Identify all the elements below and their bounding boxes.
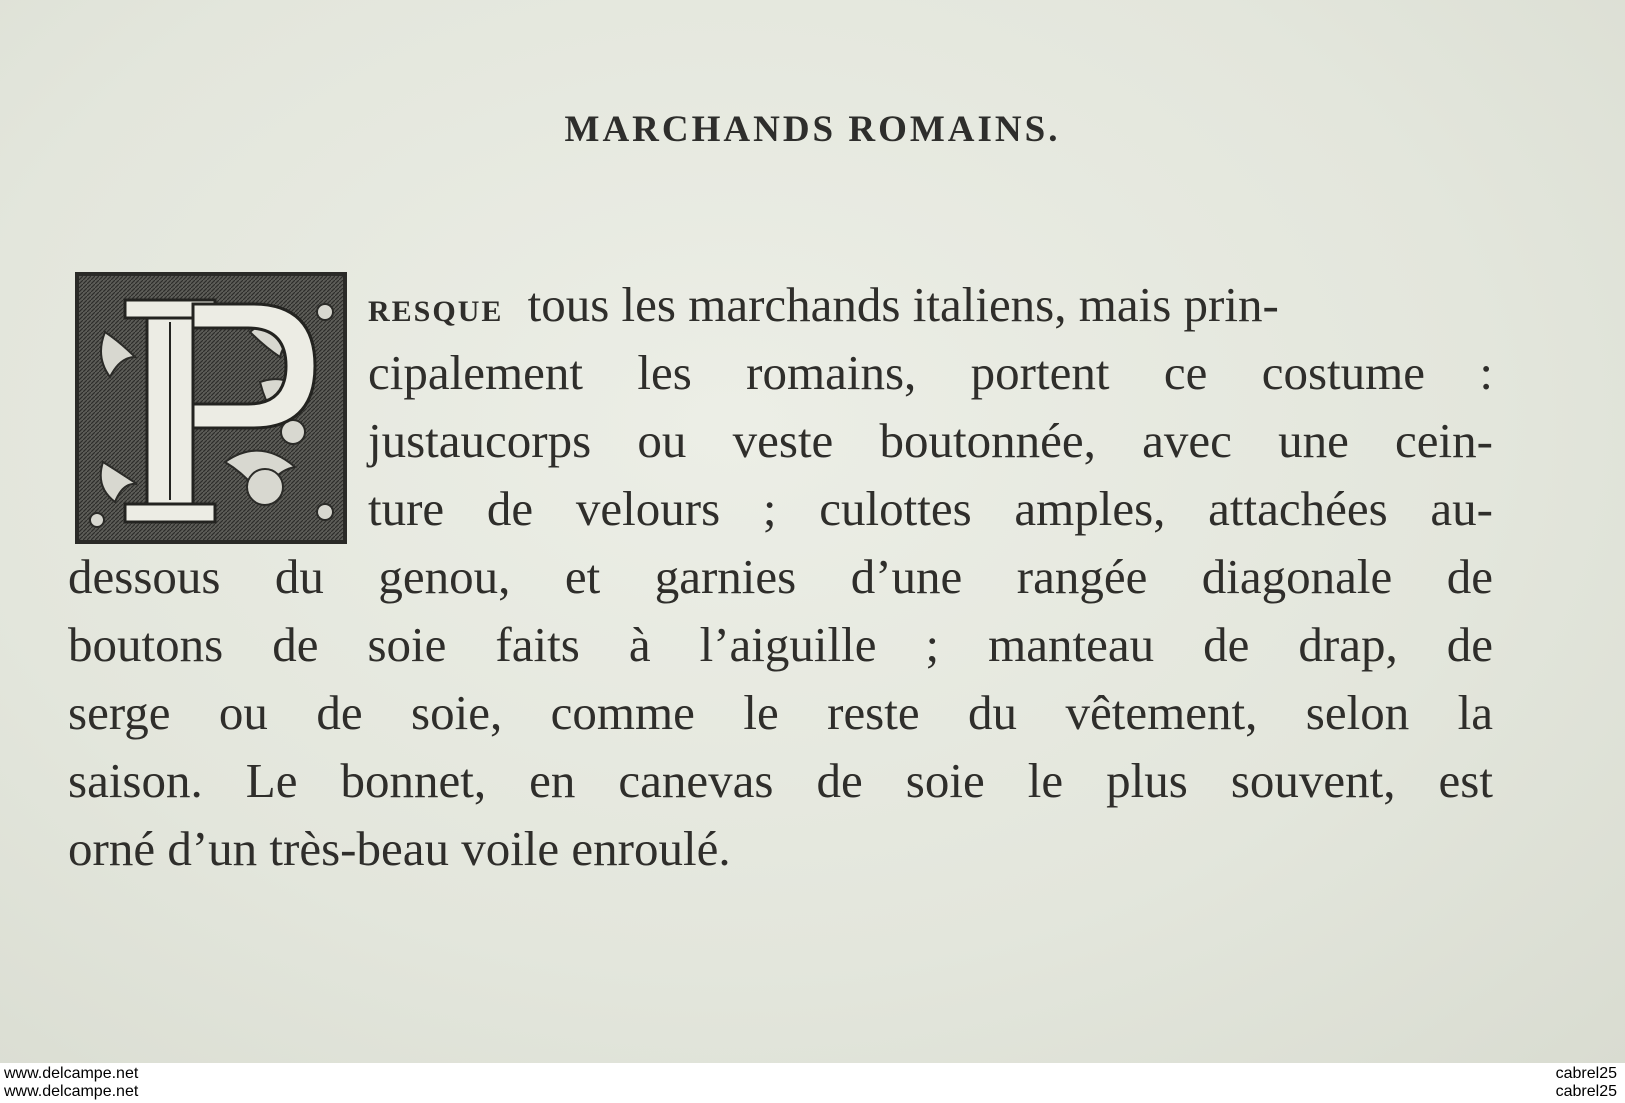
- watermark-site-bottom: www.delcampe.net: [4, 1083, 139, 1100]
- watermark-footer: [0, 1063, 1625, 1103]
- text-line-6: boutons de soie faits à l’aiguille ; manteau de drap, de: [68, 617, 1493, 672]
- line-text: tous les marchands italiens, mais prin-: [527, 277, 1279, 332]
- text-line-5: dessous du genou, et garnies d’une rangée diagonale de: [68, 549, 1493, 604]
- text-line-1: [368, 277, 1493, 332]
- small-caps-lead: RESQUE: [368, 295, 504, 328]
- text-line-3: justaucorps ou veste boutonnée, avec une cein-: [368, 413, 1493, 468]
- text-line-9: orné d’un très-beau voile enroulé.: [68, 821, 731, 876]
- watermark-site-top: www.delcampe.net: [4, 1065, 139, 1082]
- watermark-user-bottom: cabrel25: [1555, 1083, 1617, 1100]
- text-line-2: cipalement les romains, portent ce costume :: [368, 345, 1493, 400]
- page-title: MARCHANDS ROMAINS.: [564, 109, 1061, 150]
- watermark-user-top: cabrel25: [1555, 1065, 1617, 1082]
- text-line-7: serge ou de soie, comme le reste du vêtement, selon la: [68, 685, 1493, 740]
- ornamental-dropcap-p: [75, 272, 347, 544]
- text-line-4: ture de velours ; culottes amples, attachées au-: [368, 481, 1493, 536]
- text-line-8: saison. Le bonnet, en canevas de soie le plus souvent, est: [68, 753, 1493, 808]
